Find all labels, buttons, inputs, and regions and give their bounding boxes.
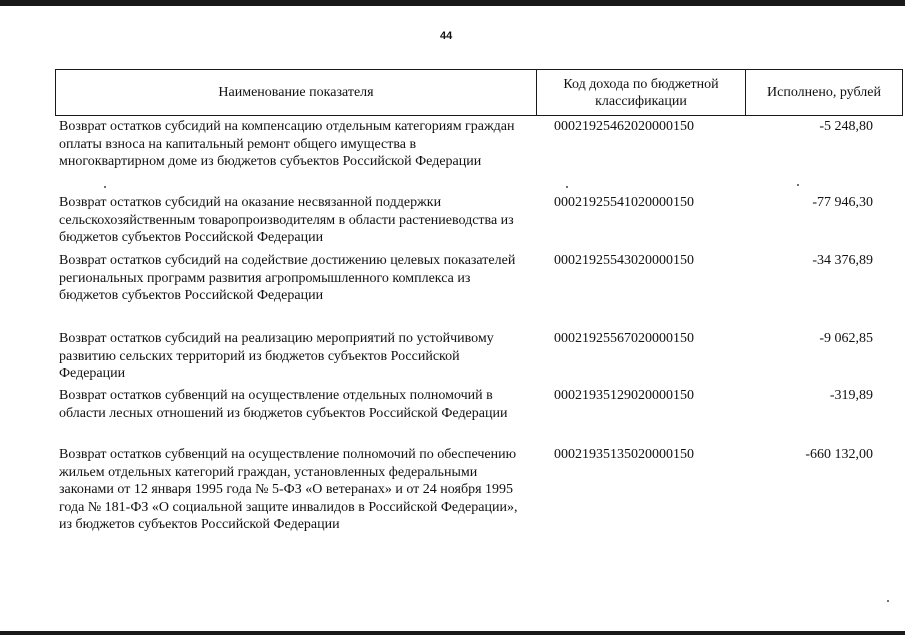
row-code: 00021935129020000150 (554, 388, 694, 403)
row-code: 00021925567020000150 (554, 331, 694, 346)
header-executed-column: Исполнено, рублей (746, 70, 903, 116)
scan-speck (887, 600, 889, 602)
row-amount: -660 132,00 (805, 447, 873, 462)
scan-speck (566, 186, 568, 188)
row-name: Возврат остатков субвенций на осуществление отдельных полномочий в области лесных отношений из бюджетов субъектов Российской Федерации (59, 388, 508, 421)
scan-speck (797, 184, 799, 186)
page-number: 44 (440, 30, 453, 42)
row-amount: -5 248,80 (819, 119, 873, 134)
bottom-border-rule (0, 631, 905, 635)
row-name: Возврат остатков субсидий на реализацию мероприятий по устойчивому развитию сельских территорий из бюджетов субъектов Российской Федерации (59, 331, 494, 381)
row-code: 00021925541020000150 (554, 195, 694, 210)
row-code: 00021935135020000150 (554, 447, 694, 462)
header-name-column: Наименование показателя (56, 70, 537, 116)
row-name: Возврат остатков субвенций на осуществление полномочий по обеспечению жильем отдельных категорий граждан, установленных федеральными законами от 12 января 1995 года № 5-ФЗ «О ветеранах» и от 24 ноября 1995 года № 181-ФЗ «О социальной защите инвалидов в Российской Федерации», из бюджетов субъектов Российской Федерации (59, 447, 518, 532)
row-name: Возврат остатков субсидий на компенсацию отдельным категориям граждан оплаты взноса на капитальный ремонт общего имущества в многоквартирном доме из бюджетов субъектов Российской Федерации (59, 119, 515, 169)
top-border-rule (0, 0, 905, 6)
row-amount: -9 062,85 (819, 331, 873, 346)
header-code-column: Код дохода по бюджетной классификации (537, 70, 746, 116)
row-name: Возврат остатков субсидий на оказание несвязанной поддержки сельскохозяйственным товаропроизводителям в области растениеводства из бюджетов субъектов Российской Федерации (59, 195, 514, 245)
scan-speck (104, 186, 106, 188)
row-amount: -319,89 (829, 388, 873, 403)
row-code: 00021925462020000150 (554, 119, 694, 134)
row-name: Возврат остатков субсидий на содействие достижению целевых показателей региональных программ развития агропромышленного комплекса из бюджетов субъектов Российской Федерации (59, 253, 516, 303)
row-amount: -77 946,30 (812, 195, 873, 210)
row-amount: -34 376,89 (812, 253, 873, 268)
row-code: 00021925543020000150 (554, 253, 694, 268)
table-header (55, 69, 903, 116)
